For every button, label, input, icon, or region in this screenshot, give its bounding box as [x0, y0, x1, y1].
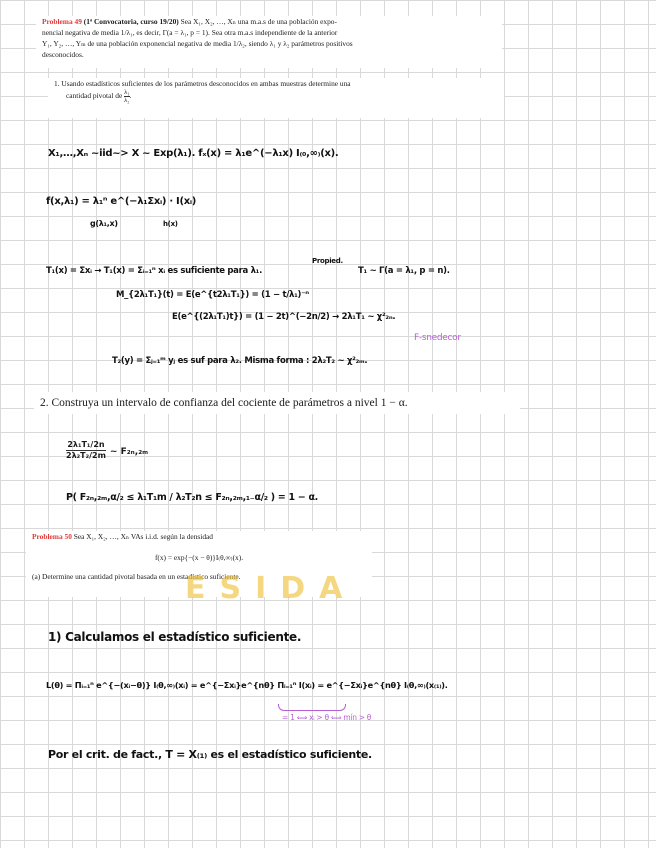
f-snedecor-note: F-snedecor [414, 333, 461, 343]
hand-line-2: f(x,λ₁) = λ₁ⁿ e^(−λ₁Σxᵢ) · I(xᵢ) [46, 196, 197, 207]
problem-50-text: Sea X₁, X₂, …, Xₙ VAs i.i.d. según la densidad [73, 532, 214, 541]
likelihood: L(θ) = Πᵢ₌₁ⁿ e^{−(xᵢ−θ)} I₍θ,∞₎(xᵢ) = e^{−Σxᵢ}e^{nθ} Πᵢ₌₁ⁿ I(xᵢ) = e^{−Σxᵢ}e^{nθ} I₍θ,∞₎(x₍₁₎). [46, 680, 448, 690]
indicator-note: = 1 ⟺ xᵢ > θ ⟺ mín > θ [282, 713, 372, 722]
problem-49-text-2: nencial negativa de media 1/λ₁, es decir, Γ(a = λ₁, p = 1). Sea otra m.a.s independiente de la anterior [42, 28, 338, 37]
underbrace [278, 704, 346, 711]
hand-h-label: h(x) [163, 220, 178, 228]
hand-line-5: E(e^{(2λ₁T₁)t}) = (1 − 2t)^(−2n/2) → 2λ₁T₁ ~ χ²₂ₙ. [172, 312, 396, 322]
lambda-ratio: $\frac{\text{λ₁}}{\text{λ₂}}$ [124, 89, 130, 104]
problem-49-number: Problema 49 [42, 17, 82, 26]
hand-line-1: X₁,…,Xₙ ~iid~> X ~ Exp(λ₁). fₓ(x) = λ₁e^(−λ₁x) I₍₀,∞₎(x). [48, 148, 339, 159]
hand-line-4: M_{2λ₁T₁}(t) = E(e^{t2λ₁T₁}) = (1 − t/λ₁)⁻ⁿ [116, 290, 309, 300]
part-a: (a) Determine una cantidad pivotal basada en un estadístico suficiente. [32, 572, 241, 581]
hand-propiedad: Propied. [312, 257, 343, 265]
problem-50-number: Problema 50 [32, 532, 72, 541]
hand-line-3-end: T₁ ~ Γ(a = λ₁, p = n). [358, 266, 450, 276]
problem-49-text-3: Y₁, Y₂, …, Yₘ de una población exponencial negativa de media 1/λ₂, siendo λ₁ y λ₂ parámetros positivos [42, 39, 353, 48]
conclusion: Por el crit. de fact., T = X₍₁₎ es el estadístico suficiente. [48, 748, 372, 761]
hand-line-6: T₂(y) = Σⱼ₌₁ᵐ yⱼ es suf para λ₂. Misma forma : 2λ₂T₂ ~ χ²₂ₘ. [112, 356, 368, 366]
problem-49-text-4: desconocidos. [42, 50, 84, 59]
hand-g-label: g(λ₁,x) [90, 219, 118, 228]
pivot-numerator: 2λ₁T₁/2n [67, 440, 105, 449]
confidence-interval: P( F₂ₙ,₂ₘ,α/₂ ≤ λ₁T₁m / λ₂T₂n ≤ F₂ₙ,₂ₘ,₁₋α/₂ ) = 1 − α. [66, 492, 318, 503]
question-1-line-2: cantidad pivotal de [66, 91, 123, 101]
hand-line-3: T₁(x) = Σxᵢ → T₁(x) = Σᵢ₌₁ⁿ xᵢ es suficiente para λ₁. [46, 266, 263, 276]
density-formula: f(x) = exp{−(x − θ)}I₍θ,∞₎(x). [154, 553, 244, 562]
question-2-text: 2. Construya un intervalo de confianza del cociente de parámetros a nivel 1 − α. [40, 397, 408, 409]
question-1: 1. Usando estadísticos suficientes de los parámetros desconocidos en ambas muestras determine una cantidad pivotal de $\frac{\text{λ₁}}{\text{λ₂}}$ . [48, 78, 504, 118]
pivot-denominator: 2λ₂T₂/2m [66, 451, 106, 460]
problem-49-statement [36, 16, 502, 68]
question-1-line-1: 1. Usando estadísticos suficientes de los parámetros desconocidos en ambas muestras determine una [54, 79, 351, 88]
watermark-logo: ESIDA [185, 571, 357, 606]
question-2 [34, 392, 520, 414]
pivot-quantity [66, 440, 148, 461]
problem-49-text-1: Sea X₁, X₂, …, Xₙ una m.a.s de una población expo- [180, 17, 337, 26]
problem-49-exam: (1ª Convocatoria, curso 19/20) [83, 17, 179, 26]
step-1: 1) Calculamos el estadístico suficiente. [48, 630, 302, 644]
pivot-distribution: ~ F₂ₙ,₂ₘ [109, 447, 149, 458]
